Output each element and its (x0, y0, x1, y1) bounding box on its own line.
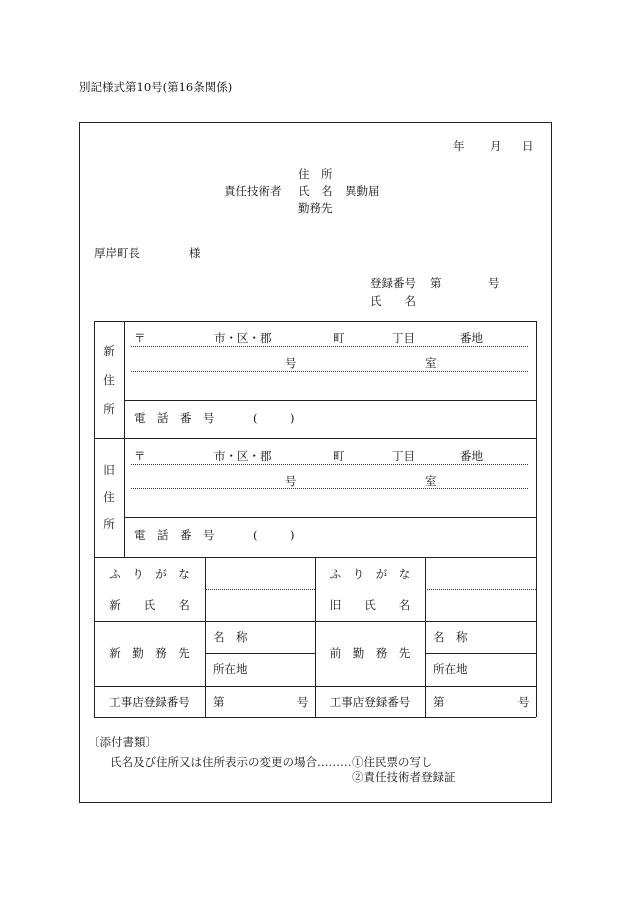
new-shitsu: 室 (425, 356, 437, 370)
old-furigana-label: ふ り が な (329, 567, 411, 581)
old-chome: 丁目 (392, 449, 415, 463)
applicant-reg-label: 登録番号 (370, 276, 416, 290)
old-go: 号 (285, 474, 297, 488)
prev-work-location-label: 所在地 (433, 662, 468, 676)
new-city: 市・区・郡 (214, 331, 272, 345)
new-workplace-label: 新 勤 務 先 (109, 646, 190, 660)
new-banchi: 番地 (460, 331, 483, 345)
old-phone-close: ) (290, 528, 295, 542)
old-postal-mark: 〒 (134, 449, 146, 463)
new-phone-close: ) (290, 411, 295, 425)
old-banchi: 番地 (460, 449, 483, 463)
new-contractor-reg-label: 工事店登録番号 (109, 695, 190, 709)
attachment-item-1: ①住民票の写し (352, 755, 433, 769)
old-name-label: 旧 氏 名 (329, 598, 411, 612)
new-furigana-label: ふ り が な (109, 567, 190, 581)
new-postal-mark: 〒 (134, 331, 146, 345)
old-shitsu: 室 (425, 474, 437, 488)
addressee-name: 厚岸町長 (94, 246, 140, 260)
old-contractor-reg-label: 工事店登録番号 (329, 695, 411, 709)
new-work-name-label: 名 称 (213, 630, 248, 644)
title-name: 氏 名 (298, 184, 333, 198)
new-chome: 丁目 (392, 331, 415, 345)
new-address-label-3: 所 (103, 402, 115, 416)
title-work: 勤務先 (298, 201, 333, 215)
attachments-condition: 氏名及び住所又は住所表示の変更の場合……… (110, 755, 352, 769)
applicant-reg-suffix: 号 (488, 276, 500, 290)
old-phone-open: ( (253, 528, 258, 542)
old-phone-label: 電 話 番 号 (134, 528, 215, 542)
old-address-label-2: 住 (103, 490, 115, 504)
title-prefix: 責任技術者 (224, 184, 282, 198)
form-number: 別記様式第10号(第16条関係) (79, 80, 233, 94)
old-contractor-reg-prefix: 第 (433, 695, 445, 709)
new-phone-open: ( (253, 411, 258, 425)
new-work-location-label: 所在地 (213, 662, 248, 676)
title-address: 住 所 (298, 167, 333, 181)
new-name-label: 新 氏 名 (109, 598, 190, 612)
old-contractor-reg-suffix: 号 (518, 695, 530, 709)
applicant-reg-prefix: 第 (430, 276, 442, 290)
new-address-label-1: 新 (103, 344, 115, 358)
prev-work-name-label: 名 称 (433, 630, 468, 644)
attachment-item-2: ②責任技術者登録証 (352, 770, 456, 784)
attachments-header: 〔添付書類〕 (88, 735, 157, 749)
new-contractor-reg-prefix: 第 (213, 695, 225, 709)
date-year: 年 (453, 139, 465, 153)
title-suffix: 異動届 (345, 184, 380, 198)
old-address-label-3: 所 (103, 517, 115, 531)
addressee-honorific: 様 (189, 246, 201, 260)
old-address-label-1: 旧 (103, 463, 115, 477)
applicant-name-label: 氏 名 (370, 294, 416, 308)
old-town: 町 (333, 449, 345, 463)
new-go: 号 (285, 356, 297, 370)
new-town: 町 (333, 331, 345, 345)
date-day: 日 (522, 139, 534, 153)
date-month: 月 (490, 139, 502, 153)
new-phone-label: 電 話 番 号 (134, 411, 215, 425)
new-contractor-reg-suffix: 号 (297, 695, 309, 709)
new-address-label-2: 住 (103, 373, 115, 387)
prev-workplace-label: 前 勤 務 先 (329, 646, 411, 660)
old-city: 市・区・郡 (214, 449, 272, 463)
